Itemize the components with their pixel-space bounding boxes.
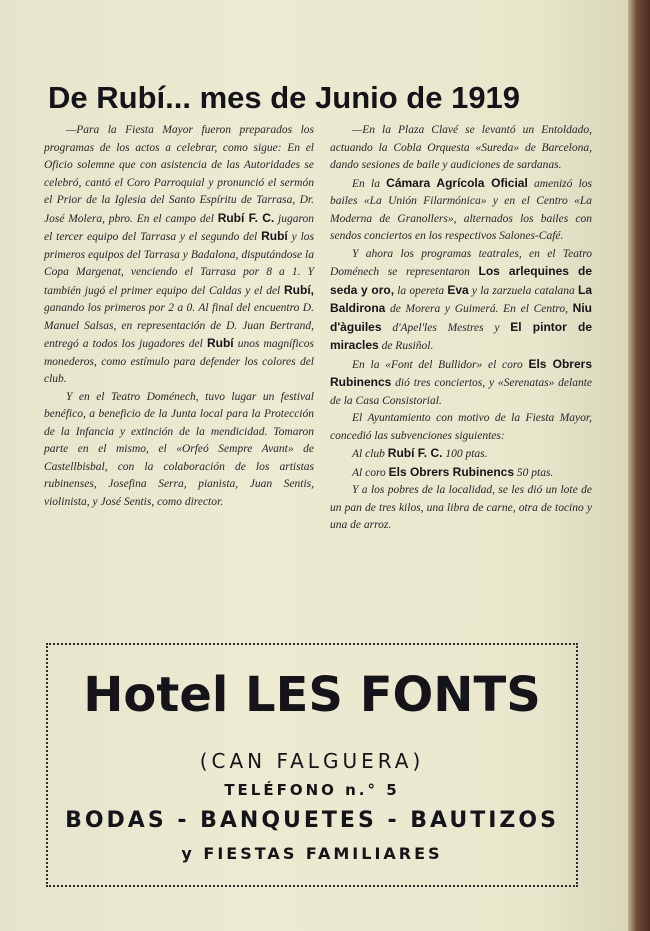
text-run: la opereta	[394, 284, 448, 297]
ad-phone: TELÉFONO n.° 5	[224, 781, 400, 799]
bold-name: Rubí F. C.	[217, 210, 275, 225]
bold-name: Els Obrers Rubinencs	[330, 356, 592, 389]
text-run: ganando los primeros por 2 a 0. Al final del encuentro D. Manuel Salsas, en representación de D. Juan Bertrand, entregó a todos los jugadores del	[44, 302, 314, 350]
paragraph	[330, 410, 592, 445]
paragraph	[330, 445, 592, 464]
paragraph	[44, 122, 314, 389]
text-run: Al coro	[352, 466, 389, 479]
text-run: En la «Font del Bullidor» el coro	[352, 358, 529, 371]
bold-name: Los arlequines de seda y oro,	[330, 264, 592, 297]
ad-services: BODAS - BANQUETES - BAUTIZOS	[65, 808, 559, 833]
bold-name: Niu d'àguiles	[330, 301, 592, 334]
text-run: 50 ptas.	[514, 466, 554, 479]
article-left-column	[44, 122, 314, 511]
text-run: Y ahora los programas teatrales, en el Teatro Doménech se representaron	[330, 247, 592, 278]
book-binding-edge	[628, 0, 650, 931]
text-run: unos magníficos monederos, como estímulo para defender los colores del club.	[44, 338, 314, 385]
bold-name: Rubí,	[284, 282, 314, 297]
text-run: y los primeros equipos del Tarrasa y Badalona, disputándose la Copa Margenat, venciendo el Tarrasa por 8 a 1. Y también jugó el primer equipo del Caldas y el del	[44, 231, 314, 297]
text-run: de Morera y Guimerá. En el Centro,	[385, 303, 573, 315]
text-run: d'Apel'les Mestres y	[381, 321, 511, 334]
hotel-advertisement	[46, 643, 578, 887]
text-run: —Para la Fiesta Mayor fueron preparados los programas de los actos a celebrar, como sigue: En el Oficio solemne que con asistencia de las Autoridades se celebró, cantó el Coro Parroquial y pronunció el sermón el Prior de la Iglesia del Santo Espíritu de Tarrasa, Dr. José Molera, pbro. En el campo del	[44, 124, 314, 225]
bold-name: Cámara Agrícola Oficial	[386, 175, 528, 190]
text-run: En la	[352, 177, 387, 190]
paragraph	[330, 246, 592, 356]
text-run: y la zarzuela catalana	[468, 284, 578, 297]
ad-services-extra: y FIESTAS FAMILIARES	[181, 844, 443, 863]
text-run: jugaron el tercer equipo del Tarrasa y el segundo del	[44, 212, 314, 243]
article-right-column	[330, 122, 592, 535]
bold-name: Rubí	[261, 229, 288, 243]
text-run: 100 ptas.	[442, 448, 488, 460]
bold-name: La Baldirona	[330, 282, 592, 315]
text-run: Y en el Teatro Doménech, tuvo lugar un festival benéfico, a beneficio de la Junta local para la Protección de la Infancia y extinción de la mendicidad. Tomaron parte en el mismo, el «Orfeó Sempre Avant» de Castellbisbal, con la colaboración de los artistas rubinenses, Josefina Serra, pianista, Juan Sentis, violinista, y José Sentis, como director.	[44, 390, 314, 508]
bold-name: El pintor de miracles	[330, 319, 592, 352]
text-run: —En la Plaza Clavé se levantó un Entoldado, actuando la Cobla Orquesta «Sureda» de Barcelona, dando sesiones de baile y audiciones de sardanas.	[330, 124, 592, 171]
article-title: De Rubí... mes de Junio de 1919	[48, 80, 521, 115]
bold-name: Eva	[447, 282, 469, 297]
paragraph	[44, 389, 314, 512]
text-run: Al club	[352, 448, 388, 460]
text-run: Y a los pobres de la localidad, se les dió un lote de un pan de tres kilos, una libra de carne, otra de tocino y una de arroz.	[330, 484, 592, 531]
paragraph	[330, 464, 592, 483]
text-run: dió tres conciertos, y «Serenatas» delante de la Casa Consistorial.	[330, 377, 592, 407]
paragraph	[330, 356, 592, 411]
bold-name: Rubí F. C.	[387, 446, 443, 460]
text-run: El Ayuntamiento con motivo de la Fiesta Mayor, concedió las subvenciones siguientes:	[330, 412, 592, 442]
ad-subtitle: (CAN FALGUERA)	[199, 749, 425, 773]
paragraph	[330, 482, 592, 535]
text-run: de Rusiñol.	[378, 340, 434, 352]
paragraph	[330, 175, 592, 246]
ad-hotel-name: Hotel LES FONTS	[83, 667, 541, 723]
paragraph	[330, 122, 592, 175]
bold-name: Rubí	[206, 336, 234, 350]
bold-name: Els Obrers Rubinencs	[388, 464, 514, 479]
text-run: amenizó los bailes «La Unión Filarmónica» y en el Centro «La Moderna de Granollers», alternados los bailes con sendos conciertos en los respectivos Salones-Café.	[330, 177, 592, 242]
